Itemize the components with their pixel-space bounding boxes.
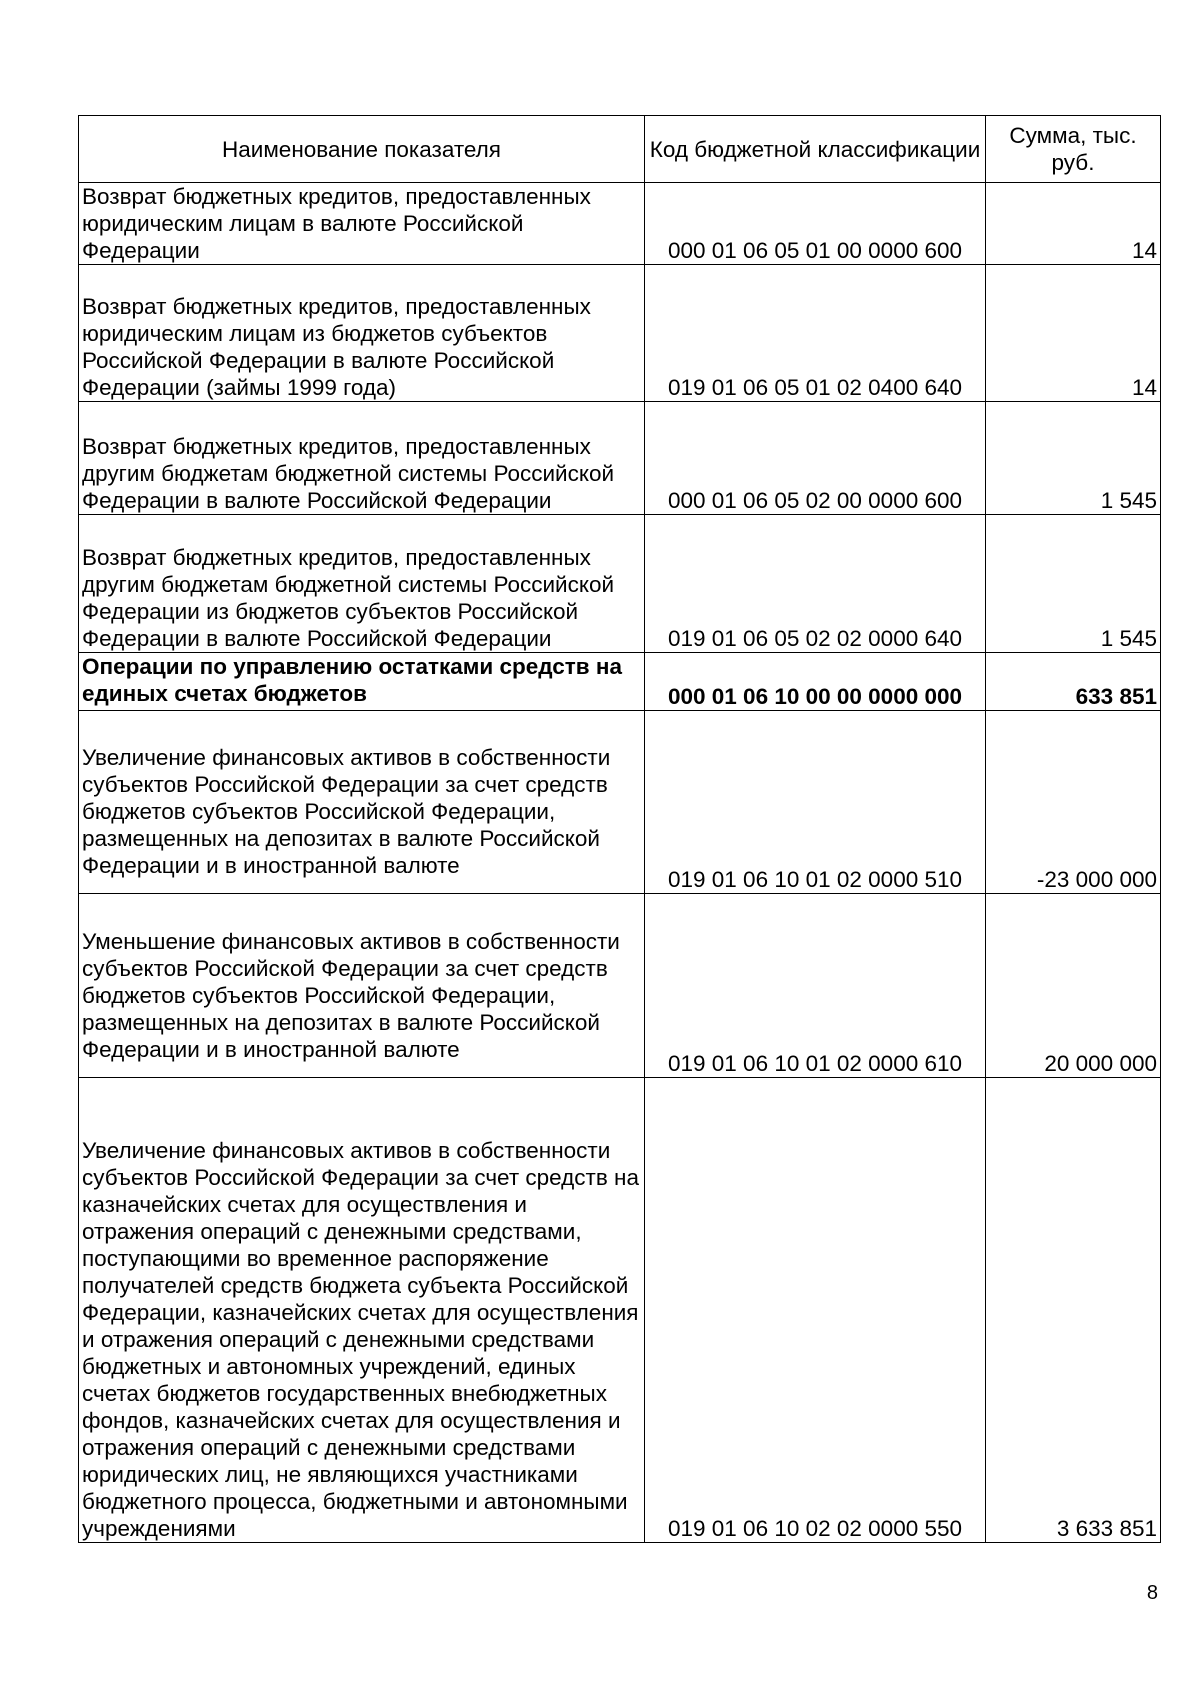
table-row — [79, 265, 1161, 402]
row-budget-code: 000 01 06 05 01 00 0000 600 — [645, 183, 986, 265]
row-budget-code: 019 01 06 10 01 02 0000 610 — [645, 894, 986, 1078]
row-amount: 14 — [986, 265, 1161, 402]
header-indicator-name: Наименование показателя — [79, 116, 645, 183]
table-row — [79, 183, 1161, 265]
row-indicator-name: Увеличение финансовых активов в собственности субъектов Российской Федерации за счет средств бюджетов субъектов Российской Федерации, размещенных на депозитах в валюте Российской Федерации и в иностранной валюте — [79, 711, 645, 894]
row-indicator-name: Возврат бюджетных кредитов, предоставленных другим бюджетам бюджетной системы Российской Федерации из бюджетов субъектов Российской Федерации в валюте Российской Федерации — [79, 515, 645, 653]
row-budget-code: 000 01 06 05 02 00 0000 600 — [645, 402, 986, 515]
row-amount: 14 — [986, 183, 1161, 265]
row-amount: 1 545 — [986, 402, 1161, 515]
row-budget-code: 019 01 06 05 02 02 0000 640 — [645, 515, 986, 653]
row-amount: 1 545 — [986, 515, 1161, 653]
budget-sources-table — [78, 115, 1161, 1543]
row-amount: 20 000 000 — [986, 894, 1161, 1078]
table-row-subtotal — [79, 653, 1161, 711]
row-budget-code: 019 01 06 05 01 02 0400 640 — [645, 265, 986, 402]
row-budget-code: 000 01 06 10 00 00 0000 000 — [645, 653, 986, 711]
row-indicator-name: Операции по управлению остатками средств на единых счетах бюджетов — [79, 653, 645, 711]
row-budget-code: 019 01 06 10 02 02 0000 550 — [645, 1078, 986, 1543]
row-amount: 633 851 — [986, 653, 1161, 711]
header-amount: Сумма, тыс. руб. — [986, 116, 1161, 183]
header-budget-code: Код бюджетной классификации — [645, 116, 986, 183]
row-indicator-name: Уменьшение финансовых активов в собственности субъектов Российской Федерации за счет средств бюджетов субъектов Российской Федерации, размещенных на депозитах в валюте Российской Федерации и в иностранной валюте — [79, 894, 645, 1078]
table-row — [79, 711, 1161, 894]
table-header-row — [79, 116, 1161, 183]
page-number: 8 — [1146, 1582, 1158, 1604]
table-row — [79, 894, 1161, 1078]
row-indicator-name: Возврат бюджетных кредитов, предоставленных юридическим лицам в валюте Российской Федерации — [79, 183, 645, 265]
table-row — [79, 1078, 1161, 1543]
row-budget-code: 019 01 06 10 01 02 0000 510 — [645, 711, 986, 894]
row-amount: 3 633 851 — [986, 1078, 1161, 1543]
row-indicator-name: Возврат бюджетных кредитов, предоставленных юридическим лицам из бюджетов субъектов Российской Федерации в валюте Российской Федерации (займы 1999 года) — [79, 265, 645, 402]
table-row — [79, 402, 1161, 515]
table-row — [79, 515, 1161, 653]
row-indicator-name: Увеличение финансовых активов в собственности субъектов Российской Федерации за счет средств на казначейских счетах для осуществления и отражения операций с денежными средствами, поступающими во временное распоряжение получателей средств бюджета субъекта Российской Федерации, казначейских счетах для осуществления и отражения операций с денежными средствами бюджетных и автономных учреждений, единых счетах бюджетов государственных внебюджетных фондов, казначейских счетах для осуществления и отражения операций с денежными средствами юридических лиц, не являющихся участниками бюджетного процесса, бюджетными и автономными учреждениями — [79, 1078, 645, 1543]
row-amount: -23 000 000 — [986, 711, 1161, 894]
row-indicator-name: Возврат бюджетных кредитов, предоставленных другим бюджетам бюджетной системы Российской Федерации в валюте Российской Федерации — [79, 402, 645, 515]
